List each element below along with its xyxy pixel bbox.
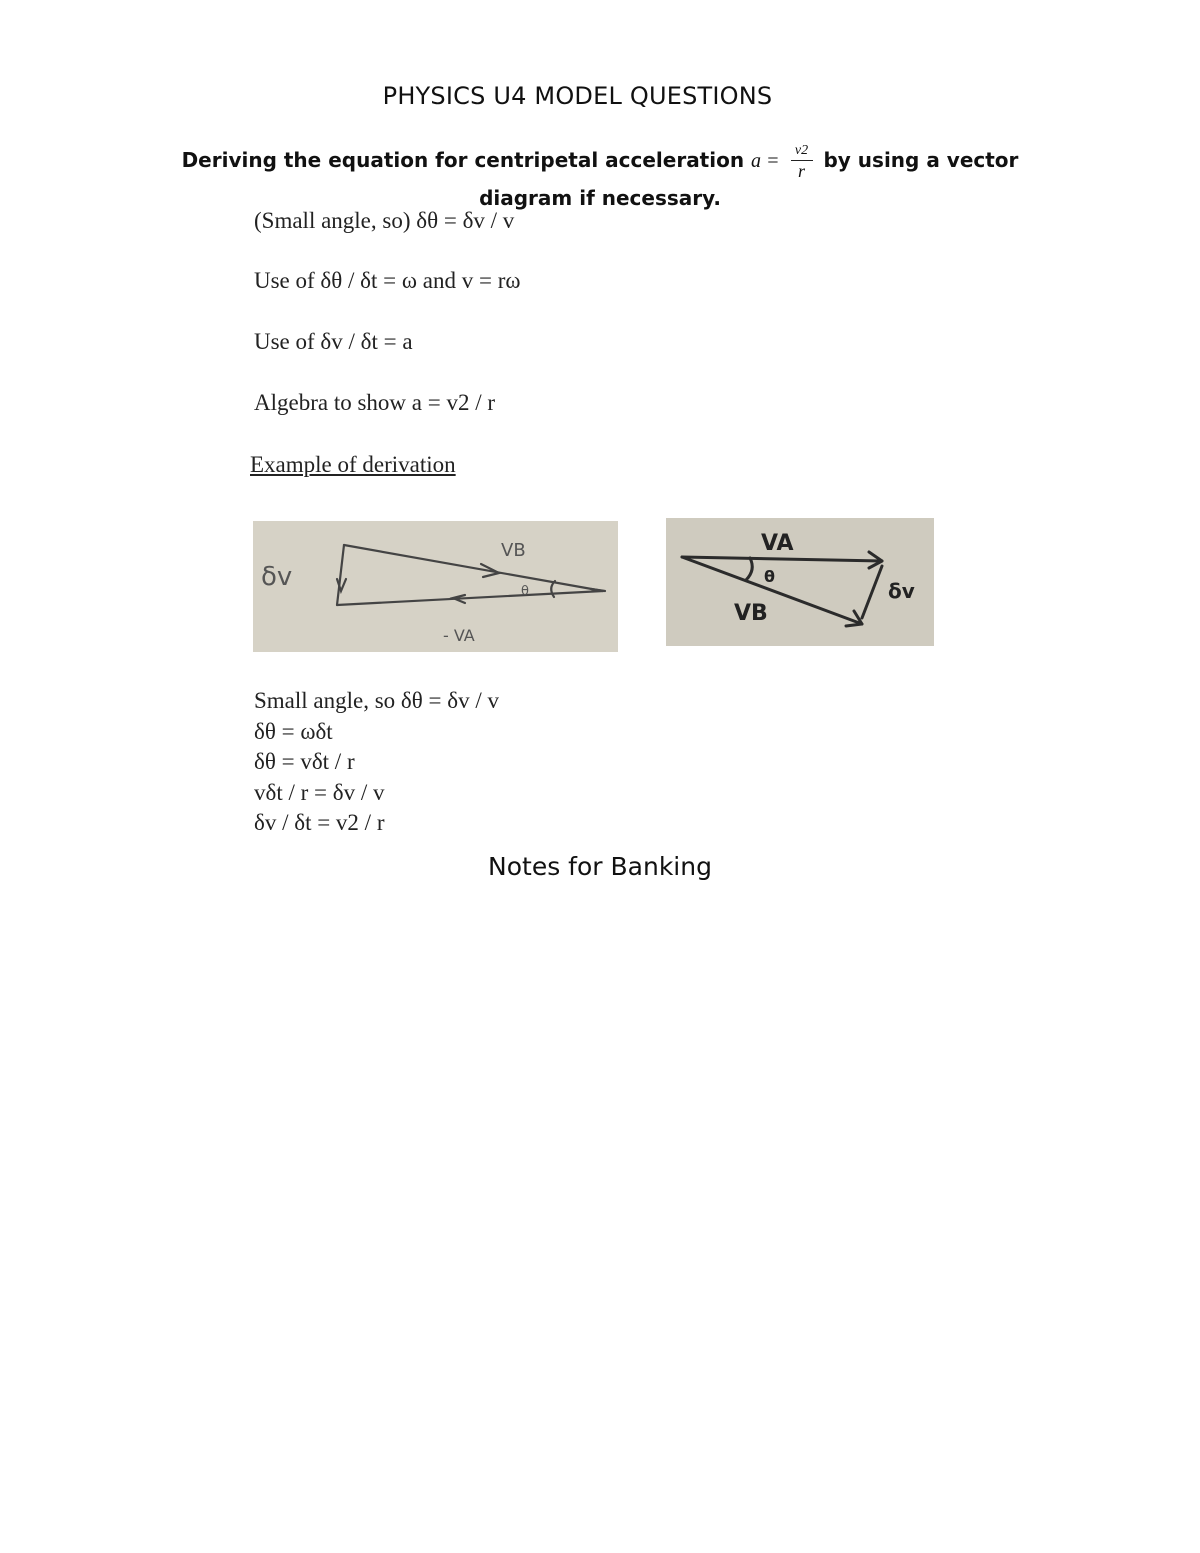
derivation-steps — [254, 686, 499, 839]
derivation-step-3: δθ = vδt / r — [254, 749, 355, 774]
dv-label: δv — [261, 562, 293, 592]
theta-label: θ — [764, 567, 775, 586]
va-label: VA — [761, 531, 794, 556]
formula-numerator: v2 — [794, 143, 809, 158]
question-heading — [0, 142, 1200, 216]
example-heading: Example of derivation — [250, 452, 456, 477]
notes-heading: Notes for Banking — [488, 852, 712, 881]
theta-label: θ — [521, 584, 529, 599]
vb-label: VB — [501, 540, 526, 561]
vector-diagram-photo-1 — [253, 521, 618, 652]
mark-scheme-line-2: Use of δθ / δt = ω and v = rω — [254, 268, 521, 293]
derivation-step-5: δv / δt = v2 / r — [254, 810, 385, 835]
vector-diagram-2 — [666, 518, 934, 646]
va-label: - VA — [443, 626, 475, 645]
vb-label: VB — [734, 601, 768, 626]
mark-scheme-line-4: Algebra to show a = v2 / r — [254, 390, 496, 415]
derivation-step-1: Small angle, so δθ = δv / v — [254, 688, 499, 713]
question-text-line2: diagram if necessary. — [479, 186, 721, 210]
derivation-step-2: δθ = ωδt — [254, 718, 333, 744]
question-text-before: Deriving the equation for centripetal acceleration — [181, 148, 745, 172]
formula-denominator: r — [798, 161, 806, 181]
formula-fraction — [791, 143, 813, 180]
vector-diagram-1 — [253, 521, 618, 652]
dv-label: δv — [888, 579, 915, 603]
page-title: PHYSICS U4 MODEL QUESTIONS — [382, 82, 773, 110]
formula-lhs: a = — [751, 150, 780, 172]
derivation-step-4: vδt / r = δv / v — [254, 779, 385, 805]
mark-scheme-line-3: Use of δv / δt = a — [254, 329, 413, 354]
vector-diagram-photo-2 — [666, 518, 934, 646]
mark-scheme-line-1: (Small angle, so) δθ = δv / v — [254, 208, 515, 233]
question-text-after: by using a vector — [823, 148, 1019, 172]
